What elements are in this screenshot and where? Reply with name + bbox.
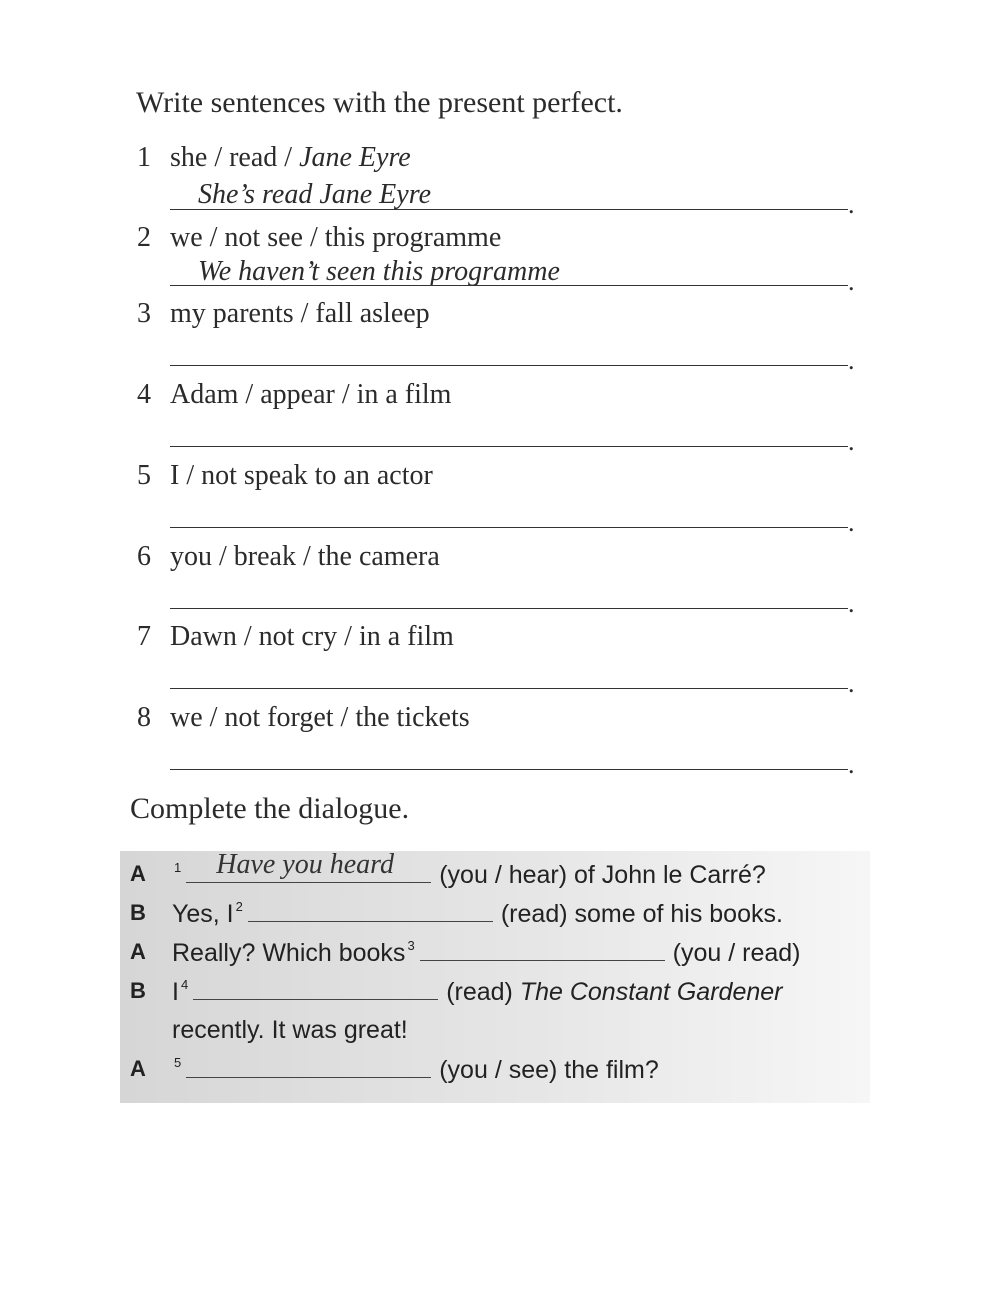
dialogue-box [120,851,870,1103]
end-period: . [848,508,855,537]
dialogue-line-2 [120,894,870,932]
answer-line[interactable] [170,607,848,609]
exercise-2-title: Complete the dialogue. [130,792,410,825]
dialogue-text: I $^4$ (read) The Constant Gardener [172,972,782,1015]
end-period: . [848,427,855,456]
item-prompt: I / not speak to an actor [170,460,433,491]
exercise-item-8 [0,700,1000,780]
answer-line[interactable] [170,526,848,528]
exercise-item-6 [0,539,1000,619]
speaker-label: A [130,939,146,964]
exercise-1-title: Write sentences with the present perfect. [136,86,623,119]
dialogue-text: $^1$ Have you heard (you / hear) of John le Carré? [174,849,766,889]
gap-1-input[interactable]: Have you heard [186,855,431,883]
item-number: 1 [137,142,151,173]
item-prompt: we / not see / this programme [170,222,502,253]
item-prompt: you / break / the camera [170,541,440,572]
speaker-label: A [130,1056,146,1081]
dialogue-text: Yes, I $^2$ (read) some of his books. [172,894,783,937]
dialogue-text: $^5$ (you / see) the film? [172,1050,659,1093]
dialogue-line-4 [120,972,870,1010]
end-period: . [848,267,855,296]
exercise-item-5 [0,458,1000,538]
item-prompt: we / not forget / the tickets [170,702,470,733]
answer-line[interactable] [170,364,848,366]
exercise-item-3 [0,296,1000,376]
speaker-label: A [130,861,146,886]
item-prompt: Dawn / not cry / in a film [170,621,454,652]
exercise-item-4 [0,377,1000,457]
gap-3-input[interactable] [420,933,665,961]
dialogue-line-6 [120,1050,870,1088]
speaker-label: B [130,978,146,1003]
exercise-item-1 [0,140,1000,220]
dialogue-text: recently. It was great! [172,1016,408,1044]
end-period: . [848,669,855,698]
item-prompt: Adam / appear / in a film [170,379,452,410]
answer-text: She’s read Jane Eyre [198,179,431,210]
answer-line[interactable] [170,687,848,689]
answer-line[interactable] [170,208,848,210]
gap-5-input[interactable] [186,1050,431,1078]
dialogue-line-5 [120,1011,870,1049]
dialogue-line-1 [120,849,870,893]
item-number: 5 [137,460,151,491]
exercise-item-7 [0,619,1000,699]
speaker-label: B [130,900,146,925]
dialogue-text: Really? Which books $^3$ (you / read) [172,933,801,976]
item-number: 4 [137,379,151,410]
exercise-item-2 [0,220,1000,300]
item-number: 2 [137,222,151,253]
item-number: 7 [137,621,151,652]
answer-text: We haven’t seen this programme [198,256,560,287]
item-number: 3 [137,298,151,329]
gap-2-input[interactable] [248,894,493,922]
dialogue-line-3 [120,933,870,971]
answer-line[interactable] [170,284,848,286]
answer-line[interactable] [170,445,848,447]
item-prompt: she / read / Jane Eyre [170,142,411,173]
item-number: 8 [137,702,151,733]
answer-line[interactable] [170,768,848,770]
item-prompt: my parents / fall asleep [170,298,430,329]
end-period: . [848,190,855,219]
item-number: 6 [137,541,151,572]
end-period: . [848,589,855,618]
end-period: . [848,346,855,375]
end-period: . [848,750,855,779]
gap-4-input[interactable] [193,972,438,1000]
